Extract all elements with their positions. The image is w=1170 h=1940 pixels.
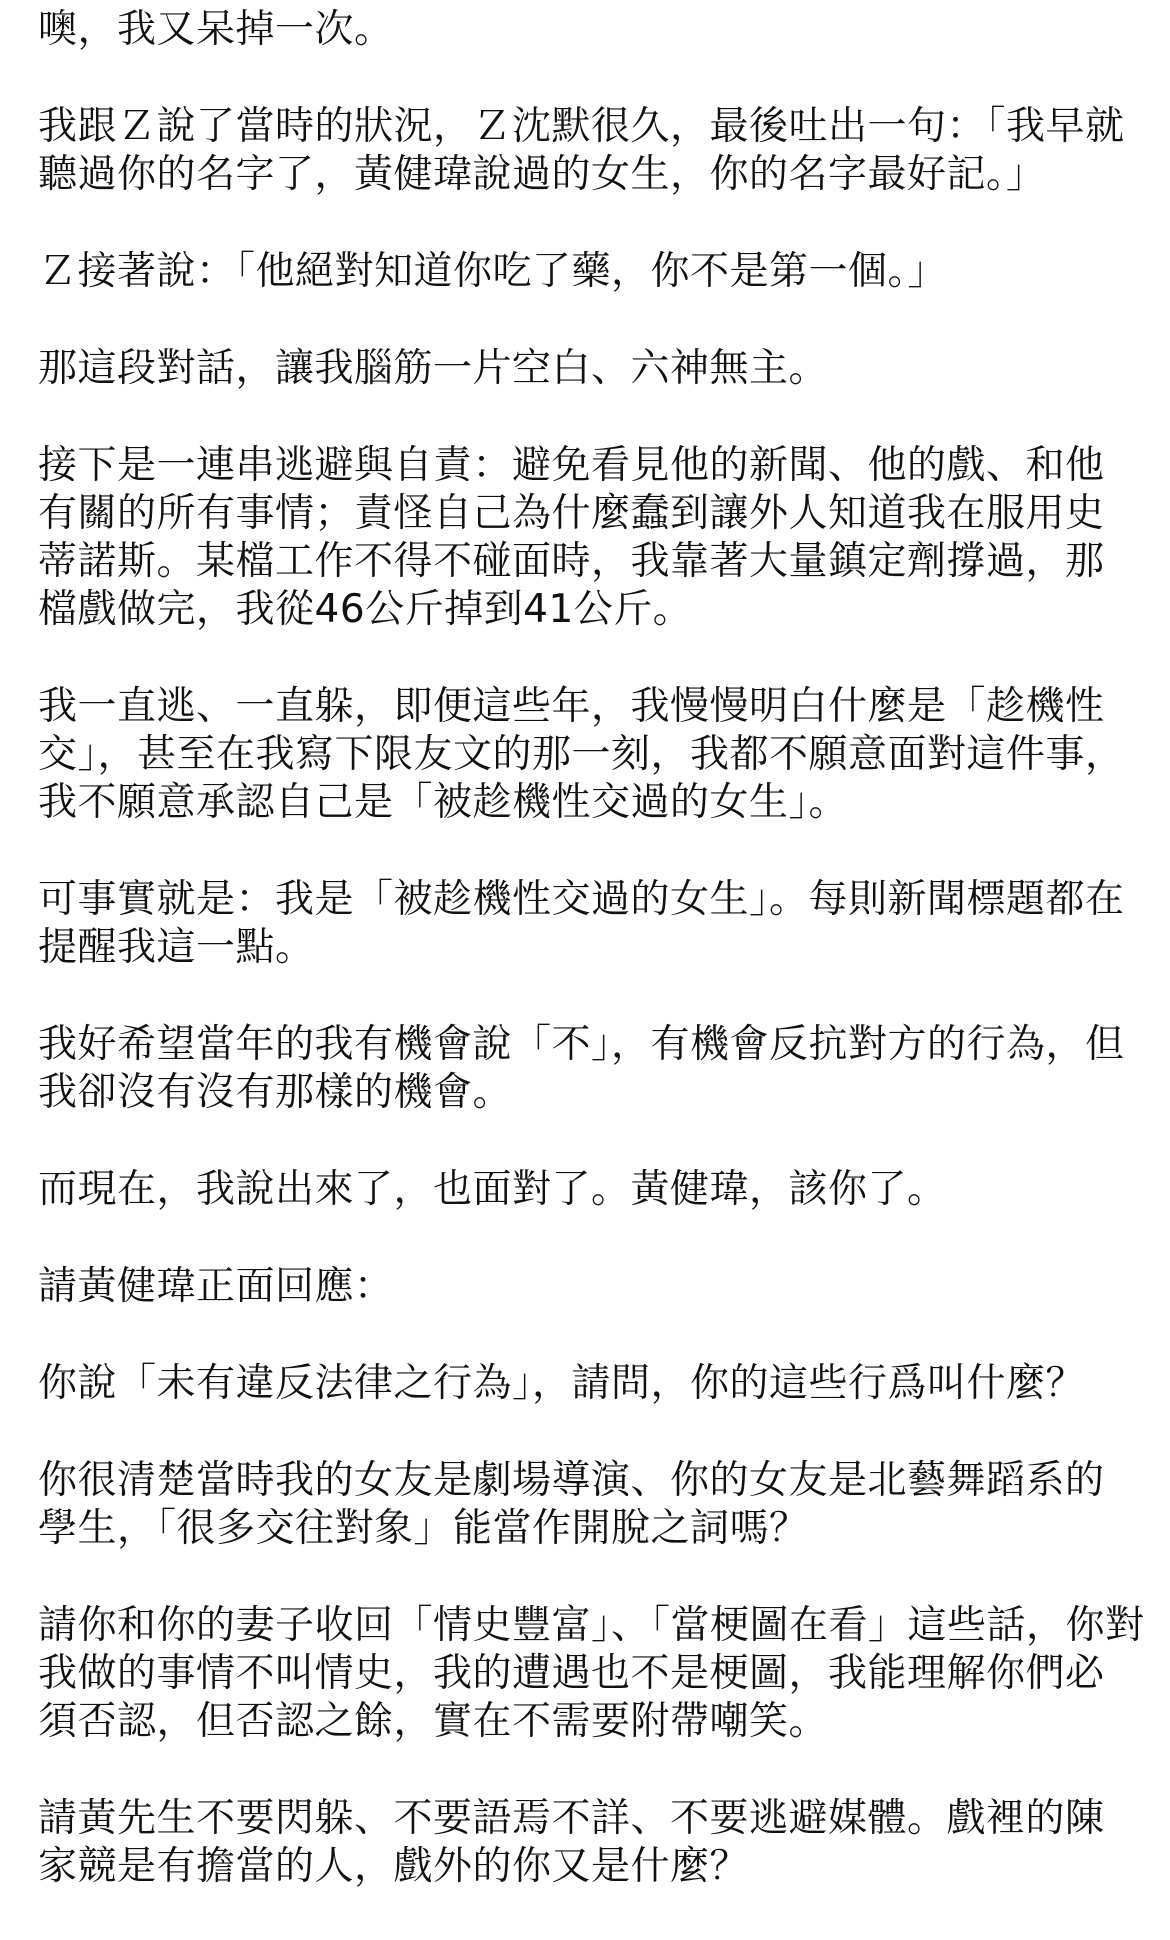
paragraph: 我好希望當年的我有機會說「不」，有機會反抗對方的行為，但 我卻沒有沒有那樣的機會。 xyxy=(38,1022,1125,1115)
paragraph: 而現在，我說出來了，也面對了。黃健瑋，該你了。 xyxy=(38,1167,947,1212)
paragraph: 請你和你的妻子收回「情史豐富」、「當梗圖在看」這些話，你對 我做的事情不叫情史，我的遭遇也不是梗圖，我能理解你們必 須否認，但否認之餘，實在不需要附帶嘲笑。 xyxy=(38,1603,1145,1744)
paragraph: 接下是一連串逃避與自責：避免看見他的新聞、他的戲、和他 有關的所有事情；責怪自己為什麼蠢到讓外人知道我在服用史 蒂諾斯。某檔工作不得不碰面時，我靠著大量鎮定劑撐過，那 檔戲做完，我從46公斤掉到41公斤。 xyxy=(38,443,1105,632)
paragraph: 請黃先生不要閃躲、不要語焉不詳、不要逃避媒體。戲裡的陳 家競是有擔當的人，戲外的你又是什麼？ xyxy=(38,1796,1105,1889)
paragraph: 你很清楚當時我的女友是劇場導演、你的女友是北藝舞蹈系的 學生，「很多交往對象」能當作開脫之詞嗎？ xyxy=(38,1458,1105,1551)
paragraph: 我跟Ｚ說了當時的狀況，Ｚ沈默很久，最後吐出一句：「我早就 聽過你的名字了，黃健瑋說過的女生，你的名字最好記。」 xyxy=(38,104,1125,197)
paragraph: 那這段對話，讓我腦筋一片空白、六神無主。 xyxy=(38,346,829,391)
paragraph: 可事實就是：我是「被趁機性交過的女生」。每則新聞標題都在 提醒我這一點。 xyxy=(38,877,1125,970)
document-body xyxy=(38,0,1148,1940)
paragraph: 我一直逃、一直躲，即便這些年，我慢慢明白什麼是「趁機性 交」，甚至在我寫下限友文的那一刻，我都不願意面對這件事， 我不願意承認自己是「被趁機性交過的女生」。 xyxy=(38,684,1125,825)
paragraph: Ｚ接著說：「他絕對知道你吃了藥，你不是第一個。」 xyxy=(38,249,948,294)
paragraph: 請黃健瑋正面回應： xyxy=(38,1264,394,1309)
paragraph: 你說「未有違反法律之行為」，請問，你的這些行爲叫什麼？ xyxy=(38,1361,1086,1406)
paragraph: 噢，我又呆掉一次。 xyxy=(38,7,394,52)
